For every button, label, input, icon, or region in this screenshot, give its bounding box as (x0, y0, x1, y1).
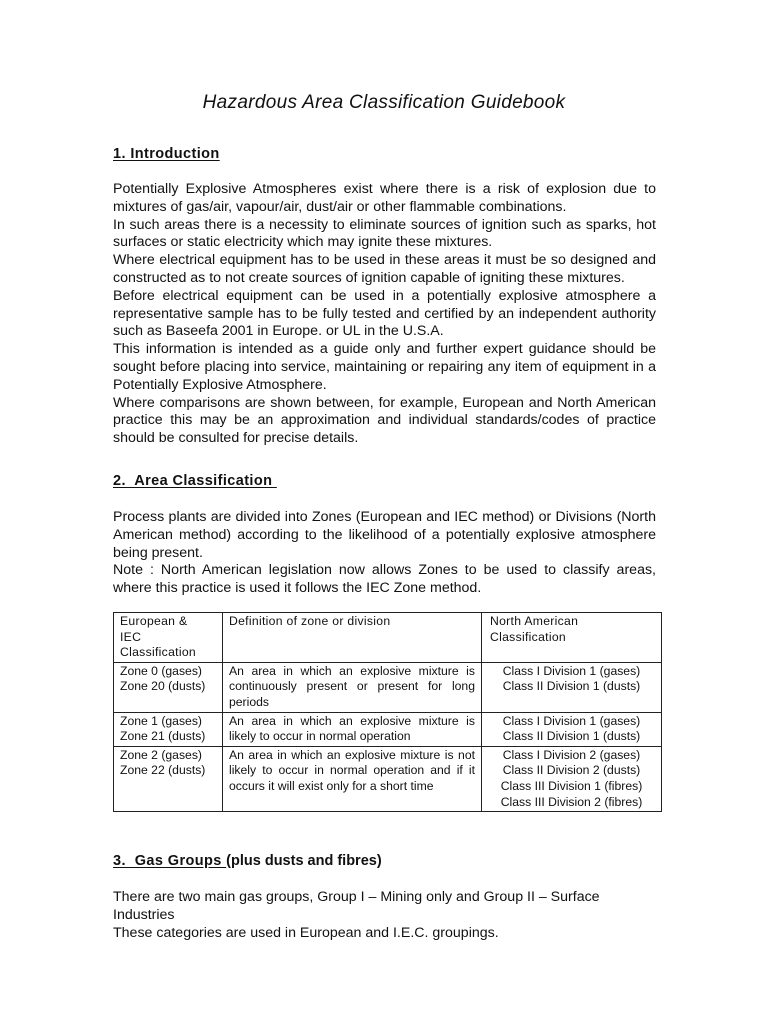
north-american-class-cell: Class I Division 1 (gases) Class II Division 1 (dusts) (482, 662, 662, 712)
paragraph: These categories are used in European and I.E.C. groupings. (113, 924, 499, 941)
paragraph: Before electrical equipment can be used in a potentially explosive atmosphere a representative sample has to be fully tested and certified by an independent authority such as Baseefa 2001 in Europe. or UL in the U.S.A. (113, 287, 656, 340)
paragraph: This information is intended as a guide only and further expert guidance should be sought before placing into service, maintaining or repairing any item of equipment in a Potentially Explosive Atmosphere. (113, 341, 656, 393)
section-heading-introduction (113, 146, 220, 162)
paragraph: Potentially Explosive Atmospheres exist where there is a risk of explosion due to mixtures of gas/air, vapour/air, dust/air or other flammable combinations. (113, 181, 656, 215)
paragraph: Where comparisons are shown between, for example, European and North American practice this may be an approximation and individual standards/codes of practice should be consulted for precise details. (113, 394, 656, 447)
paragraph: Where electrical equipment has to be used in these areas it must be so designed and constructed as to not create sources of ignition capable of igniting these mixtures. (113, 252, 656, 286)
table-row (114, 662, 662, 712)
area-classification-body (113, 509, 656, 598)
paragraph: In such areas there is a necessity to eliminate sources of ignition such as sparks, hot surfaces or static electricity which may ignite these mixtures. (113, 216, 656, 251)
table-row (114, 746, 662, 811)
zone-classification-table (113, 612, 662, 812)
gas-groups-body (113, 889, 656, 942)
header-north-american-classification: North American Classification (482, 613, 662, 663)
gas-groups-heading-text: 3. Gas Groups (113, 853, 227, 869)
european-zone-cell: Zone 0 (gases) Zone 20 (dusts) (114, 662, 223, 712)
section-heading-gas-groups (113, 853, 382, 869)
paragraph: There are two main gas groups, Group I – Mining only and Group II – Surface Industries (113, 889, 600, 923)
definition-cell: An area in which an explosive mixture is not likely to occur in normal operation and if it occurs it will exist only for a short time (223, 746, 482, 811)
paragraph: Note : North American legislation now allows Zones to be used to classify areas, where this practice is used it follows the IEC Zone method. (113, 562, 656, 597)
gas-groups-heading-suffix: (plus dusts and fibres) (226, 853, 382, 869)
introduction-body (113, 181, 656, 448)
north-american-class-cell: Class I Division 2 (gases) Class II Division 2 (dusts) Class III Division 1 (fibres) Class III Division 2 (fibres) (482, 746, 662, 811)
introduction-heading-text: 1. Introduction (113, 146, 220, 162)
section-heading-area-classification (113, 473, 277, 489)
area-classification-heading-text: 2. Area Classification (113, 473, 277, 489)
european-zone-cell: Zone 1 (gases) Zone 21 (dusts) (114, 712, 223, 746)
north-american-class-cell: Class I Division 1 (gases) Class II Division 1 (dusts) (482, 712, 662, 746)
paragraph: Process plants are divided into Zones (European and IEC method) or Divisions (North American method) according to the likelihood of a potentially explosive atmosphere being present. (113, 509, 656, 561)
european-zone-cell: Zone 2 (gases) Zone 22 (dusts) (114, 746, 223, 811)
table-row (114, 712, 662, 746)
table-header-row (114, 613, 662, 663)
header-definition: Definition of zone or division (223, 613, 482, 663)
document-title: Hazardous Area Classification Guidebook (202, 92, 566, 113)
definition-cell: An area in which an explosive mixture is likely to occur in normal operation (223, 712, 482, 746)
definition-cell: An area in which an explosive mixture is continuously present or present for long periods (223, 662, 482, 712)
header-european-classification: European & IEC Classification (114, 613, 223, 663)
